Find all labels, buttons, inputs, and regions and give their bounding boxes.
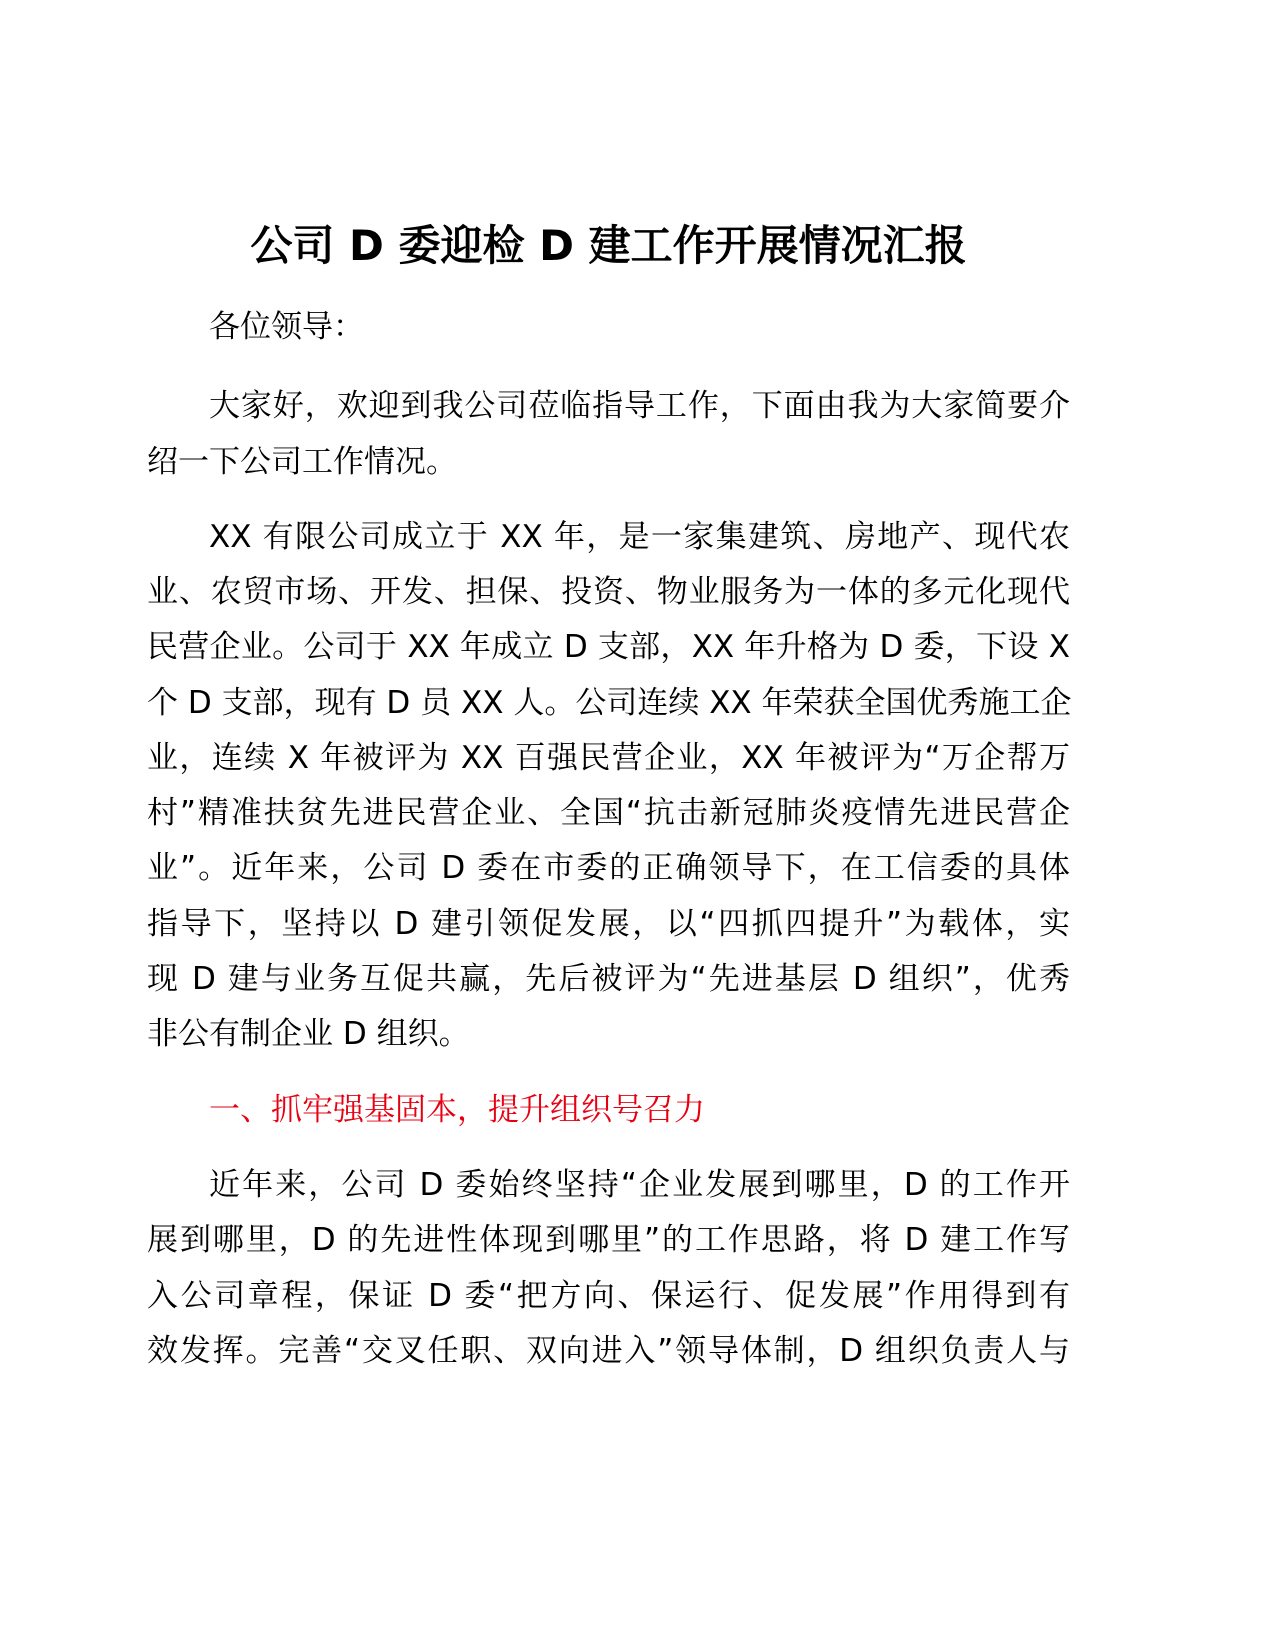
text-line: 展到哪里，D 的先进性体现到哪里”的工作思路，将 D 建工作写 (147, 1222, 1070, 1258)
salutation: 各位领导： (209, 309, 364, 345)
text-line: 大家好，欢迎到我公司莅临指导工作，下面由我为大家简要介 (209, 388, 1070, 424)
text-line: 个 D 支部，现有 D 员 XX 人。公司连续 XX 年荣获全国优秀施工企 (147, 685, 1072, 721)
section-heading: 一、抓牢强基固本，提升组织号召力 (209, 1092, 705, 1128)
text-line: 入公司章程，保证 D 委“把方向、保运行、促发展”作用得到有 (147, 1278, 1070, 1314)
text-line: 绍一下公司工作情况。 (147, 444, 457, 480)
text-line: 非公有制企业 D 组织。 (147, 1016, 470, 1052)
text-line: 民营企业。公司于 XX 年成立 D 支部，XX 年升格为 D 委，下设 X (147, 629, 1070, 665)
text-line: XX 有限公司成立于 XX 年，是一家集建筑、房地产、现代农 (209, 519, 1070, 555)
text-line: 业，连续 X 年被评为 XX 百强民营企业，XX 年被评为“万企帮万 (147, 740, 1070, 776)
text-line: 近年来，公司 D 委始终坚持“企业发展到哪里，D 的工作开 (209, 1167, 1070, 1203)
text-line: 指导下，坚持以 D 建引领促发展，以“四抓四提升”为载体，实 (147, 906, 1070, 942)
text-line: 效发挥。完善“交叉任职、双向进入”领导体制，D 组织负责人与 (147, 1333, 1070, 1369)
document-title: 公司 D 委迎检 D 建工作开展情况汇报 (250, 221, 967, 270)
text-line: 业、农贸市场、开发、担保、投资、物业服务为一体的多元化现代 (147, 574, 1070, 610)
text-line: 业”。近年来，公司 D 委在市委的正确领导下，在工信委的具体 (147, 850, 1070, 886)
text-line: 村”精准扶贫先进民营企业、全国“抗击新冠肺炎疫情先进民营企 (147, 795, 1070, 831)
text-line: 现 D 建与业务互促共赢，先后被评为“先进基层 D 组织”，优秀 (147, 961, 1070, 997)
